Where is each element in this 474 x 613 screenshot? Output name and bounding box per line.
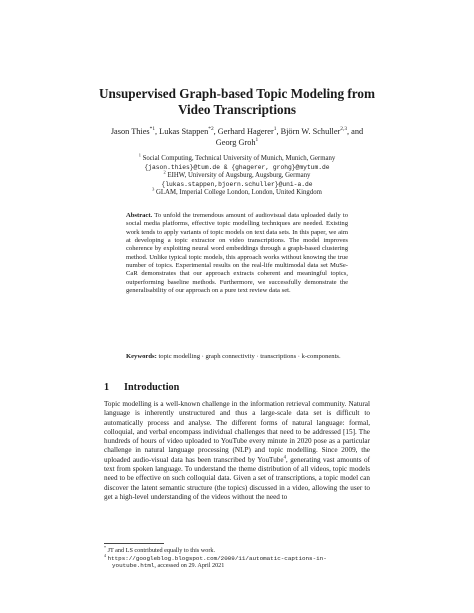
intro-text-b: , generating vast amounts of text from spoken language. To understand the theme distribution of all videos, topic models need to be effective on such colloquial data. Given a set of transcriptions, a topic model can discover the latent semantic structure (the topics) discussed in a video, allowing the user to get a high-level understanding of the videos without the need to [104,455,370,501]
author-name: Georg Groh [215,138,256,147]
intro-paragraph [104,400,370,502]
affiliation-3 [90,189,384,198]
abstract-label: Abstract. [126,212,153,219]
author-separator: , and [347,127,364,136]
author-name: Lukas Stappen [159,127,209,136]
affiliation-emails: {lukas.stappen,bjoern.schuller}@uni-a.de [161,180,313,188]
footnote-ref[interactable]: 4 [283,455,286,461]
intro-text-a: Topic modelling is a well-known challenge in the information retrieval community. Natural language is inherently unstructured and thus a large-scale data set is difficult to automatically process and analyse. The different forms of natural language: formal, colloquial, and verbal encompass individual challenges that need to be addressed [15]. The hundreds of hours of video uploaded to YouTube every minute in 2020 pose as a particular challenge in natural language processing (NLP) and topic modelling. Since 2009, the uploaded audio-visual data has been transcribed by YouTube [104,400,370,464]
title-line-1: Unsupervised Graph-based Topic Modeling from [98,86,375,101]
abstract [126,212,348,295]
affiliation-emails: {jason.thies}@tum.de & {ghagerer, grohg}@mytum.de [144,163,330,171]
section-number: 1 [104,382,110,393]
affiliation-institution: Social Computing, Technical University of Munich, Munich, Germany [142,155,336,162]
paper-title [60,86,414,118]
affiliation-institution: EIHW, University of Augsburg, Augsburg, Germany [167,172,311,180]
author-affiliation-mark: *2 [208,126,214,133]
author-list [70,126,404,148]
keywords-label: Keywords: [126,353,157,360]
author-name: Gerhard Hagerer [217,127,274,136]
title-line-2: Video Transcriptions [177,102,297,117]
author-affiliation-mark: 1 [273,126,277,133]
affiliation-list [90,152,384,198]
keywords-text: topic modelling · graph connectivity · transcriptions · k-components. [158,353,341,360]
author-affiliation-mark: *1 [149,126,155,133]
section-heading [104,382,370,393]
intro-body [104,400,370,502]
author-separator: , [155,127,160,136]
affiliation-mark: 1 [138,152,141,158]
affiliation-mark: 2 [163,169,166,175]
author-affiliation-mark: 2,3 [340,126,348,133]
footnote-divider [104,543,164,544]
footnote-2 [104,552,370,570]
footnote-suffix: , accessed on 29. April 2021 [154,562,225,570]
author-separator: , [276,127,281,136]
affiliation-1 [90,152,384,164]
author-separator: , [213,127,218,136]
section-title: Introduction [124,382,180,393]
footnote-mark: * [104,544,107,550]
footnote-text: JT and LS contributed equally to this work. [107,547,216,554]
author-affiliation-mark: 1 [255,137,259,144]
author-name: Jason Thies [110,127,150,136]
affiliation-mark: 3 [152,187,155,193]
author-name: Björn W. Schuller [280,127,341,136]
affiliation-2 [90,169,384,181]
footnote-url-link[interactable]: https://googleblog.blogspot.com/2009/11/automatic-captions-in-youtube.html [107,554,327,570]
footnote-1 [104,544,370,555]
affiliation-institution: GLAM, Imperial College London, London, United Kingdom [155,189,322,197]
abstract-text: To unfold the tremendous amount of audiovisual data uploaded daily to social media platforms, effective topic modelling techniques are needed. Existing work tends to apply variants of topic models on text data sets. In this paper, we aim at developing a topic extractor on video transcriptions. The model improves coherence by exploiting neural word embeddings through a graph-based clustering method. Unlike typical topic models, this approach works without knowing the true number of topics. Experimental results on the real-life multimodal data set MuSe-CaR demonstrates that our approach extracts coherent and meaningful topics, outperforming baseline methods. Furthermore, we successfully demonstrate the generalisability of our approach on a pure text review data set. [126,212,348,295]
footnotes [104,544,370,570]
footnote-mark: 4 [104,552,107,558]
keywords [126,353,348,361]
